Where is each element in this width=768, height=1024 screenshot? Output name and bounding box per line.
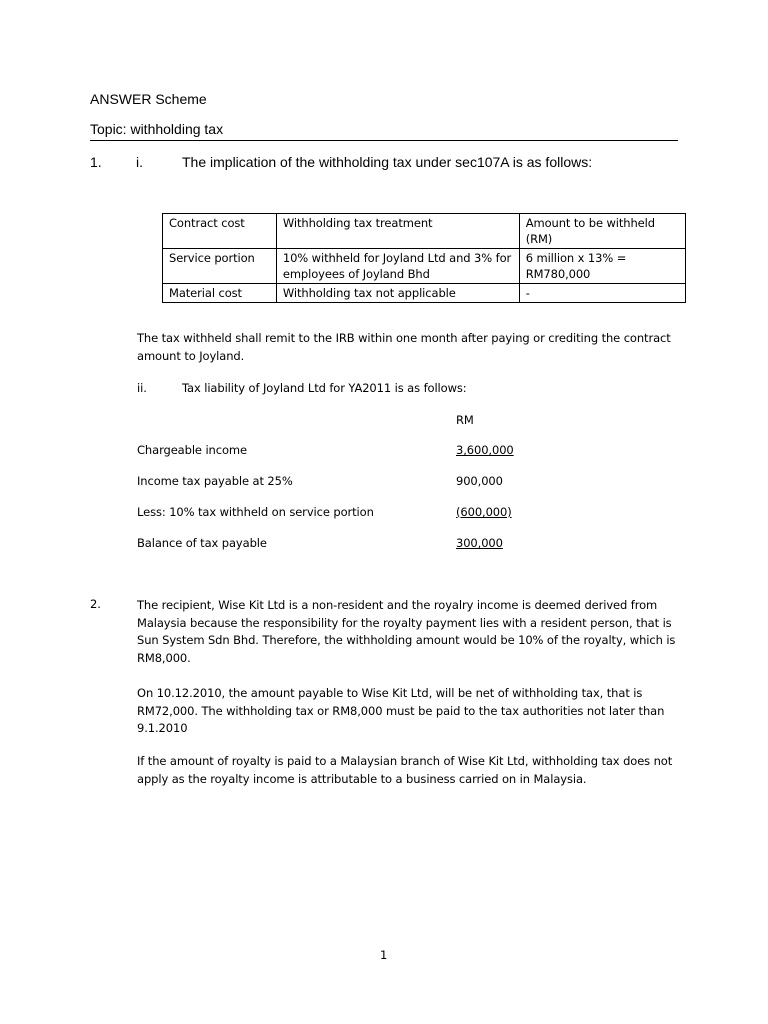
computation-amount: 900,000 [456, 474, 503, 488]
computation-label: Less: 10% tax withheld on service portion [137, 505, 374, 519]
q1-part-i-text: The implication of the withholding tax under sec107A is as follows: [182, 154, 593, 170]
q1-part-i-label: i. [136, 154, 143, 170]
header-divider [90, 140, 678, 141]
page-title: ANSWER Scheme [90, 91, 207, 107]
table-cell: Service portion [163, 249, 277, 284]
q1-part-ii-text: Tax liability of Joyland Ltd for YA2011 is as follows: [182, 381, 467, 395]
table-header-cell: Amount to be withheld (RM) [519, 214, 685, 249]
q2-paragraph: On 10.12.2010, the amount payable to Wise Kit Ltd, will be net of withholding tax, that is RM72,000. The withholding tax or RM8,000 must be paid to the tax authorities not later than 9.1.2010 [137, 686, 665, 735]
table-cell: Material cost [163, 284, 277, 303]
computation-label: Balance of tax payable [137, 536, 267, 550]
table-header-cell: Withholding tax treatment [276, 214, 519, 249]
table-row [163, 249, 686, 284]
computation-amount: (600,000) [456, 505, 512, 519]
currency-header: RM [456, 413, 474, 427]
computation-label: Income tax payable at 25% [137, 474, 293, 488]
q2-paragraph: The recipient, Wise Kit Ltd is a non-resident and the royalry income is deemed derived from Malaysia because the responsibility for the royalty payment lies with a resident person, that is Sun System Sdn Bhd. Therefore, the withholding amount would be 10% of the royalty, which is RM8,000. [137, 598, 676, 665]
table-cell: 6 million x 13% = RM780,000 [519, 249, 685, 284]
withholding-tax-table [162, 213, 686, 303]
computation-amount: 300,000 [456, 536, 503, 550]
table-cell: 10% withheld for Joyland Ltd and 3% for employees of Joyland Bhd [276, 249, 519, 284]
page-number: 1 [380, 948, 388, 962]
computation-amount: 3,600,000 [456, 443, 514, 457]
table-header-cell: Contract cost [163, 214, 277, 249]
table-cell: - [519, 284, 685, 303]
q2-number: 2. [90, 597, 101, 611]
q1-part-ii-label: ii. [137, 381, 147, 395]
q1-number: 1. [90, 154, 102, 170]
table-cell: Withholding tax not applicable [276, 284, 519, 303]
table-header-row [163, 214, 686, 249]
q2-paragraph: If the amount of royalty is paid to a Malaysian branch of Wise Kit Ltd, withholding tax does not apply as the royalty income is attributable to a business carried on in Malaysia. [137, 754, 673, 786]
remit-note: The tax withheld shall remit to the IRB within one month after paying or crediting the contract amount to Joyland. [137, 331, 671, 363]
table-row [163, 284, 686, 303]
computation-label: Chargeable income [137, 443, 247, 457]
topic-line: Topic: withholding tax [90, 121, 224, 137]
